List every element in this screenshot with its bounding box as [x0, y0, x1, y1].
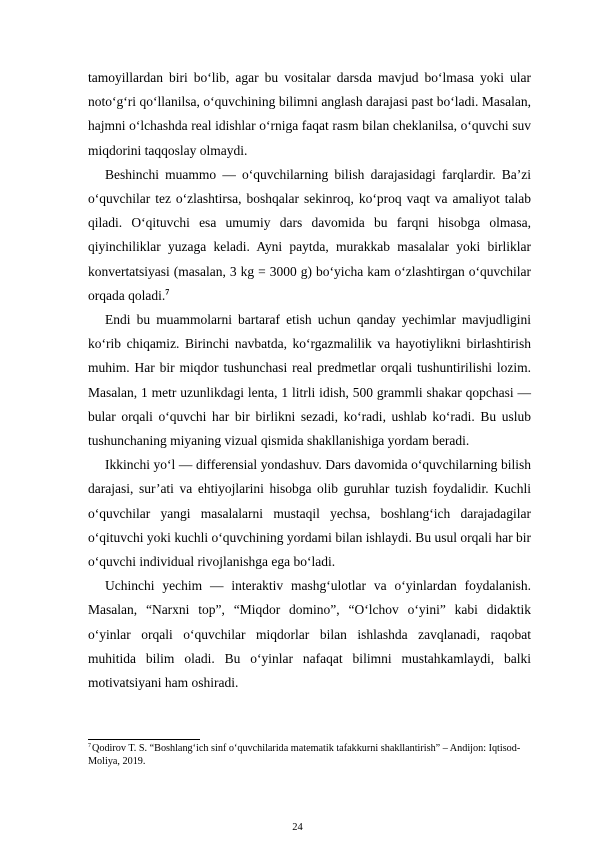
footnote-separator — [88, 739, 200, 740]
paragraph-3: Endi bu muammolarni bartaraf etish uchun qanday yechimlar mavjudligini ko‘rib chiqamiz. Birinchi navbatda, ko‘rgazmalilik va hayotiylikni birlashtirish muhim. Har bir miqdor tushunchasi real predmetlar orqali tushuntirilishi lozim. Masalan, 1 metr uzunlikdagi lenta, 1 litrli idish, 500 grammli shakar qopchasi — bular orqali o‘quvchi har bir birlikni sezadi, ko‘radi, ushlab ko‘radi. Bu uslub tushunchaning miyaning vizual qismida shakllanishiga yordam beradi. — [88, 312, 531, 449]
paragraph-2-text: Beshinchi muammo — o‘quvchilarning bilish darajasidagi farqlardir. Ba’zi o‘quvchilar tez o‘zlashtirsa, boshqalar sekinroq, ko‘proq vaqt va amaliyot talab qiladi. O‘qituvchi esa umumiy dars davomida bu farqni hisobga olmasa, qiyinchiliklar yuzaga keladi. Ayni paytda, murakkab masalalar yoki birliklar konvertatsiyasi (masalan, 3 kg = 3000 g) bo‘yicha kam o‘zlashtirgan o‘quvchilar orqada qoladi. — [88, 166, 531, 303]
footnote-text: Qodirov T. S. “Boshlang‘ich sinf o‘quvchilarida matematik tafakkurni shakllantirish” – Andijon: Iqtisod-Moliya, 2019. — [88, 743, 521, 767]
page-number: 24 — [292, 822, 303, 833]
paragraph-4: Ikkinchi yo‘l — differensial yondashuv. Dars davomida o‘quvchilarning bilish darajasi, sur’ati va ehtiyojlarini hisobga olib guruhlar tuzish foydalidir. Kuchli o‘quvchilar yangi masalalarni mustaqil yechsa, boshlang‘ich darajadagilar o‘qituvchi yoki kuchli o‘quvchining yordami bilan ishlaydi. Bu usul orqali har bir o‘quvchi individual rivojlanishga ega bo‘ladi. — [88, 457, 531, 570]
paragraph-1: tamoyillardan biri bo‘lib, agar bu vositalar darsda mavjud bo‘lmasa yoki ular noto‘g‘ri qo‘llanilsa, o‘quvchining bilimni anglash darajasi past bo‘ladi. Masalan, hajmni o‘lchashda real idishlar o‘rniga faqat rasm bilan cheklanilsa, o‘quvchi suv miqdorini taqqoslay olmaydi. — [88, 70, 531, 158]
paragraph-2 — [88, 163, 531, 308]
footnote-reference[interactable]: 7 — [165, 287, 170, 297]
footnote-number: 7 — [88, 742, 91, 749]
page-body — [88, 66, 531, 695]
footnote — [88, 742, 531, 768]
paragraph-5: Uchinchi yechim — interaktiv mashg‘ulotlar va o‘yinlardan foydalanish. Masalan, “Narxni top”, “Miqdor domino”, “O‘lchov o‘yini” kabi didaktik o‘yinlar orqali o‘quvchilar miqdorlar bilan ishlashda zavqlanadi, raqobat muhitida bilim oladi. Bu o‘yinlar nafaqat bilimni mustahkamlaydi, balki motivatsiyani ham oshiradi. — [88, 578, 531, 691]
